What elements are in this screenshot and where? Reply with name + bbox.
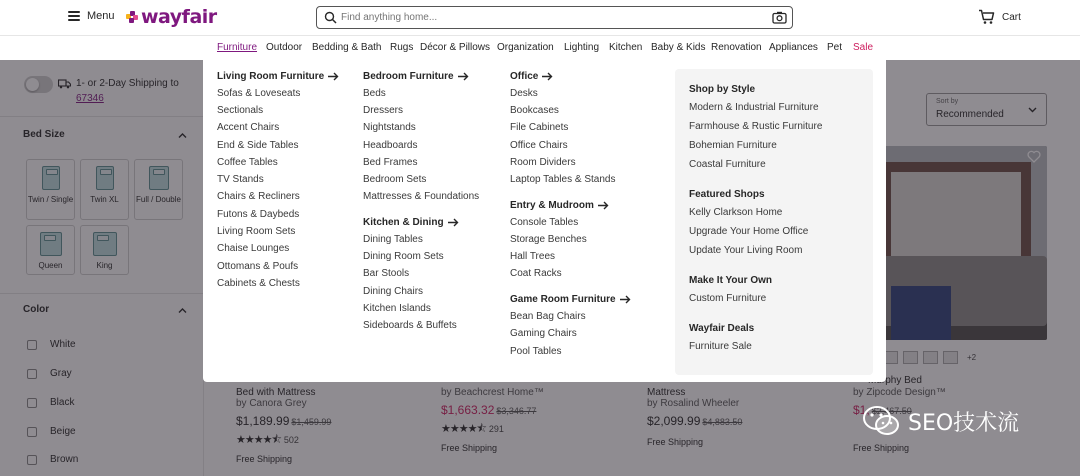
arrow-right-icon (448, 218, 459, 227)
watermark (862, 404, 1019, 438)
nav-furniture[interactable]: Furniture (217, 42, 258, 53)
bedroom-heading[interactable] (363, 71, 469, 82)
menu-link[interactable]: Living Room Sets (217, 226, 296, 237)
shop-by-style-panel (675, 69, 873, 375)
menu-link[interactable]: Sideboards & Buffets (363, 320, 457, 331)
menu-link[interactable]: Sofas & Loveseats (217, 88, 301, 99)
menu-link[interactable]: File Cabinets (510, 122, 569, 133)
search-icon (324, 11, 337, 24)
cart-label: Cart (1002, 11, 1021, 23)
menu-link[interactable]: Kelly Clarkson Home (689, 207, 783, 218)
logo-text: wayfair (141, 6, 217, 28)
menu-link[interactable]: Desks (510, 88, 538, 99)
featured-shops-heading: Featured Shops (689, 189, 765, 200)
nav-kitchen[interactable]: Kitchen (609, 42, 643, 53)
nav-pet[interactable]: Pet (827, 42, 843, 53)
menu-link[interactable]: Dining Chairs (363, 286, 424, 297)
heading-label: Living Room Furniture (217, 71, 325, 82)
arrow-right-icon (620, 295, 631, 304)
menu-link[interactable]: Bohemian Furniture (689, 140, 777, 151)
menu-link[interactable]: Coffee Tables (217, 157, 278, 168)
arrow-right-icon (598, 201, 609, 210)
arrow-right-icon (542, 72, 553, 81)
menu-link[interactable]: Nightstands (363, 122, 416, 133)
menu-link[interactable]: Futons & Daybeds (217, 209, 300, 220)
game-room-heading[interactable] (510, 294, 631, 305)
menu-link[interactable]: Ottomans & Poufs (217, 261, 299, 272)
menu-link[interactable]: Beds (363, 88, 386, 99)
menu-link[interactable]: Update Your Living Room (689, 245, 803, 256)
nav-renovation[interactable]: Renovation (711, 42, 762, 53)
menu-link[interactable]: Bed Frames (363, 157, 418, 168)
kitchen-dining-heading[interactable] (363, 217, 459, 228)
menu-link[interactable]: Gaming Chairs (510, 328, 577, 339)
heading-label: Bedroom Furniture (363, 71, 454, 82)
menu-link[interactable]: Mattresses & Foundations (363, 191, 480, 202)
search-input[interactable] (341, 9, 761, 26)
category-nav (0, 36, 1080, 60)
entry-mudroom-heading[interactable] (510, 200, 609, 211)
living-room-heading[interactable] (217, 71, 339, 82)
nav-appliances[interactable]: Appliances (769, 42, 818, 53)
menu-link[interactable]: Upgrade Your Home Office (689, 226, 809, 237)
arrow-right-icon (328, 72, 339, 81)
nav-outdoor[interactable]: Outdoor (266, 42, 303, 53)
menu-link[interactable]: Modern & Industrial Furniture (689, 102, 819, 113)
menu-link[interactable]: Bedroom Sets (363, 174, 427, 185)
menu-button[interactable] (68, 10, 115, 22)
menu-link[interactable]: Coastal Furniture (689, 159, 766, 170)
cart-button[interactable] (978, 9, 1021, 25)
nav-bedding-bath[interactable]: Bedding & Bath (312, 42, 382, 53)
wayfair-logo[interactable] (126, 6, 217, 28)
heading-label: Game Room Furniture (510, 294, 616, 305)
menu-link[interactable]: Farmhouse & Rustic Furniture (689, 121, 823, 132)
menu-link[interactable]: Bean Bag Chairs (510, 311, 586, 322)
nav-sale[interactable]: Sale (853, 42, 874, 53)
menu-link[interactable]: Coat Racks (510, 268, 562, 279)
nav-decor-pillows[interactable]: Décor & Pillows (420, 42, 491, 53)
menu-link[interactable]: Laptop Tables & Stands (510, 174, 616, 185)
shop-by-style-heading: Shop by Style (689, 84, 756, 95)
menu-link[interactable]: Furniture Sale (689, 341, 752, 352)
menu-link[interactable]: Dressers (363, 105, 404, 116)
menu-link[interactable]: Office Chairs (510, 140, 568, 151)
header (0, 0, 1080, 36)
make-it-your-own-heading: Make It Your Own (689, 275, 772, 286)
menu-link[interactable]: Chaise Lounges (217, 243, 290, 254)
wayfair-deals-heading: Wayfair Deals (689, 323, 755, 334)
cart-icon (978, 9, 995, 25)
wechat-logo-icon (862, 404, 900, 438)
logo-pinwheel-icon (126, 11, 138, 23)
menu-link[interactable]: End & Side Tables (217, 140, 299, 151)
nav-rugs[interactable]: Rugs (390, 42, 414, 53)
menu-link[interactable]: Room Dividers (510, 157, 576, 168)
menu-link[interactable]: Bar Stools (363, 268, 410, 279)
arrow-right-icon (458, 72, 469, 81)
office-heading[interactable] (510, 71, 553, 82)
menu-link[interactable]: Storage Benches (510, 234, 587, 245)
menu-link[interactable]: Hall Trees (510, 251, 556, 262)
menu-link[interactable]: Pool Tables (510, 346, 562, 357)
menu-link[interactable]: Accent Chairs (217, 122, 280, 133)
heading-label: Entry & Mudroom (510, 200, 594, 211)
menu-link[interactable]: Dining Room Sets (363, 251, 444, 262)
hamburger-icon (68, 11, 80, 21)
heading-label: Kitchen & Dining (363, 217, 444, 228)
menu-link[interactable]: TV Stands (217, 174, 264, 185)
menu-label: Menu (87, 10, 115, 22)
menu-link[interactable]: Sectionals (217, 105, 264, 116)
menu-link[interactable]: Cabinets & Chests (217, 278, 300, 289)
menu-link[interactable]: Chairs & Recliners (217, 191, 300, 202)
heading-label: Office (510, 71, 539, 82)
menu-link[interactable]: Kitchen Islands (363, 303, 431, 314)
search-bar[interactable] (316, 6, 793, 29)
nav-baby-kids[interactable]: Baby & Kids (651, 42, 706, 53)
menu-link[interactable]: Bookcases (510, 105, 559, 116)
menu-link[interactable]: Headboards (363, 140, 418, 151)
nav-organization[interactable]: Organization (497, 42, 554, 53)
camera-search-icon[interactable] (772, 11, 787, 24)
menu-link[interactable]: Dining Tables (363, 234, 423, 245)
menu-link[interactable]: Console Tables (510, 217, 579, 228)
menu-link[interactable]: Custom Furniture (689, 293, 767, 304)
watermark-text: SEO技术流 (908, 410, 1020, 436)
nav-lighting[interactable]: Lighting (564, 42, 600, 53)
